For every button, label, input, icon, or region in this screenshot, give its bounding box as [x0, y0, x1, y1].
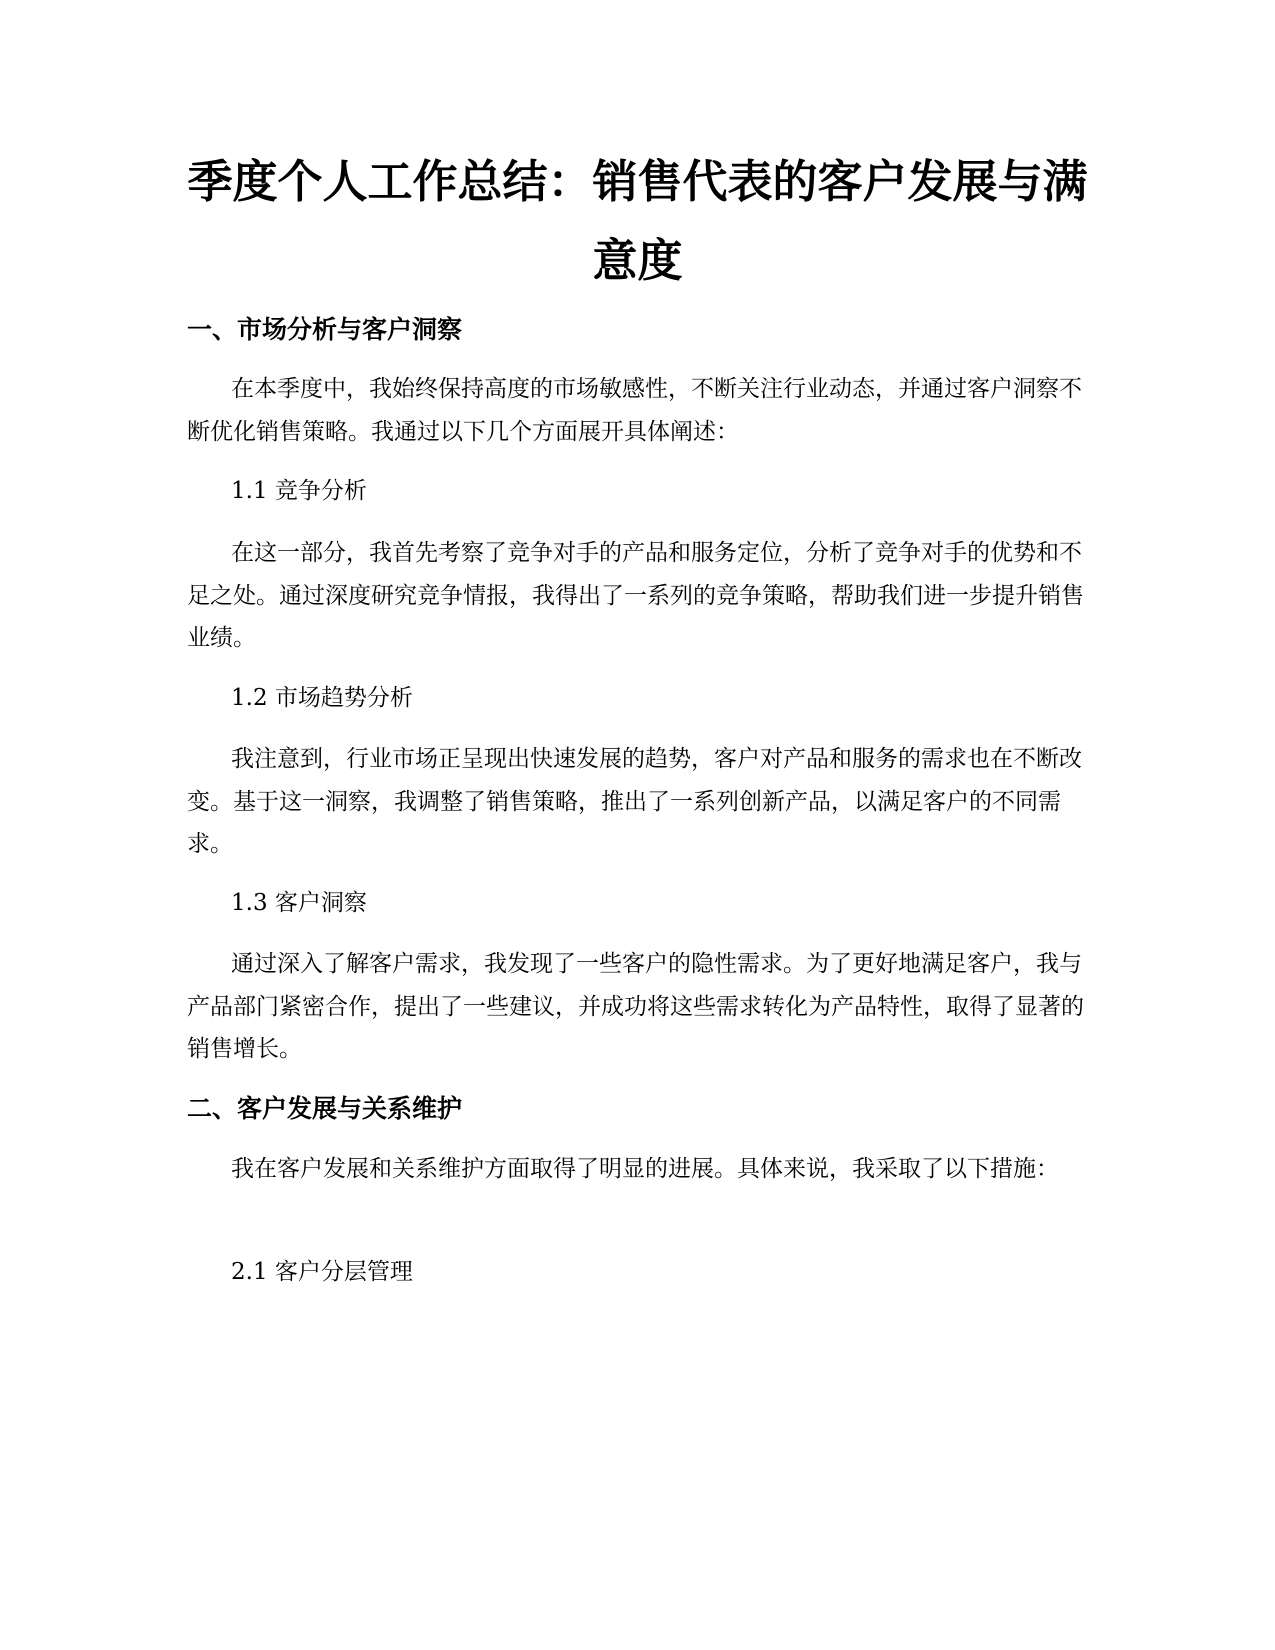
- subsection-heading-competition: 1.1 竞争分析: [231, 478, 367, 504]
- subsection-heading-customer-insight: 1.3 客户洞察: [231, 890, 367, 916]
- subsection-body-customer-insight: 通过深入了解客户需求，我发现了一些客户的隐性需求。为了更好地满足客户，我与产品部门紧密合作，提出了一些建议，并成功将这些需求转化为产品特性，取得了显著的销售增长。: [187, 951, 1084, 1062]
- section-heading-market-analysis: 一、市场分析与客户洞察: [187, 315, 463, 344]
- document-title: 季度个人工作总结：销售代表的客户发展与满意度: [187, 155, 1088, 287]
- subsection-heading-customer-tiering: 2.1 客户分层管理: [231, 1259, 413, 1285]
- section-heading-customer-development: 二、客户发展与关系维护: [187, 1094, 463, 1123]
- subsection-heading-market-trend: 1.2 市场趋势分析: [231, 685, 413, 711]
- subsection-body-market-trend: 我注意到，行业市场正呈现出快速发展的趋势，客户对产品和服务的需求也在不断改变。基于这一洞察，我调整了销售策略，推出了一系列创新产品，以满足客户的不同需求。: [187, 746, 1082, 857]
- section-intro-customer-development: 我在客户发展和关系维护方面取得了明显的进展。具体来说，我采取了以下措施：: [231, 1156, 1059, 1182]
- section-intro-market-analysis: 在本季度中，我始终保持高度的市场敏感性，不断关注行业动态，并通过客户洞察不断优化销售策略。我通过以下几个方面展开具体阐述：: [187, 376, 1082, 445]
- subsection-body-competition: 在这一部分，我首先考察了竞争对手的产品和服务定位，分析了竞争对手的优势和不足之处。通过深度研究竞争情报，我得出了一系列的竞争策略，帮助我们进一步提升销售业绩。: [187, 540, 1084, 651]
